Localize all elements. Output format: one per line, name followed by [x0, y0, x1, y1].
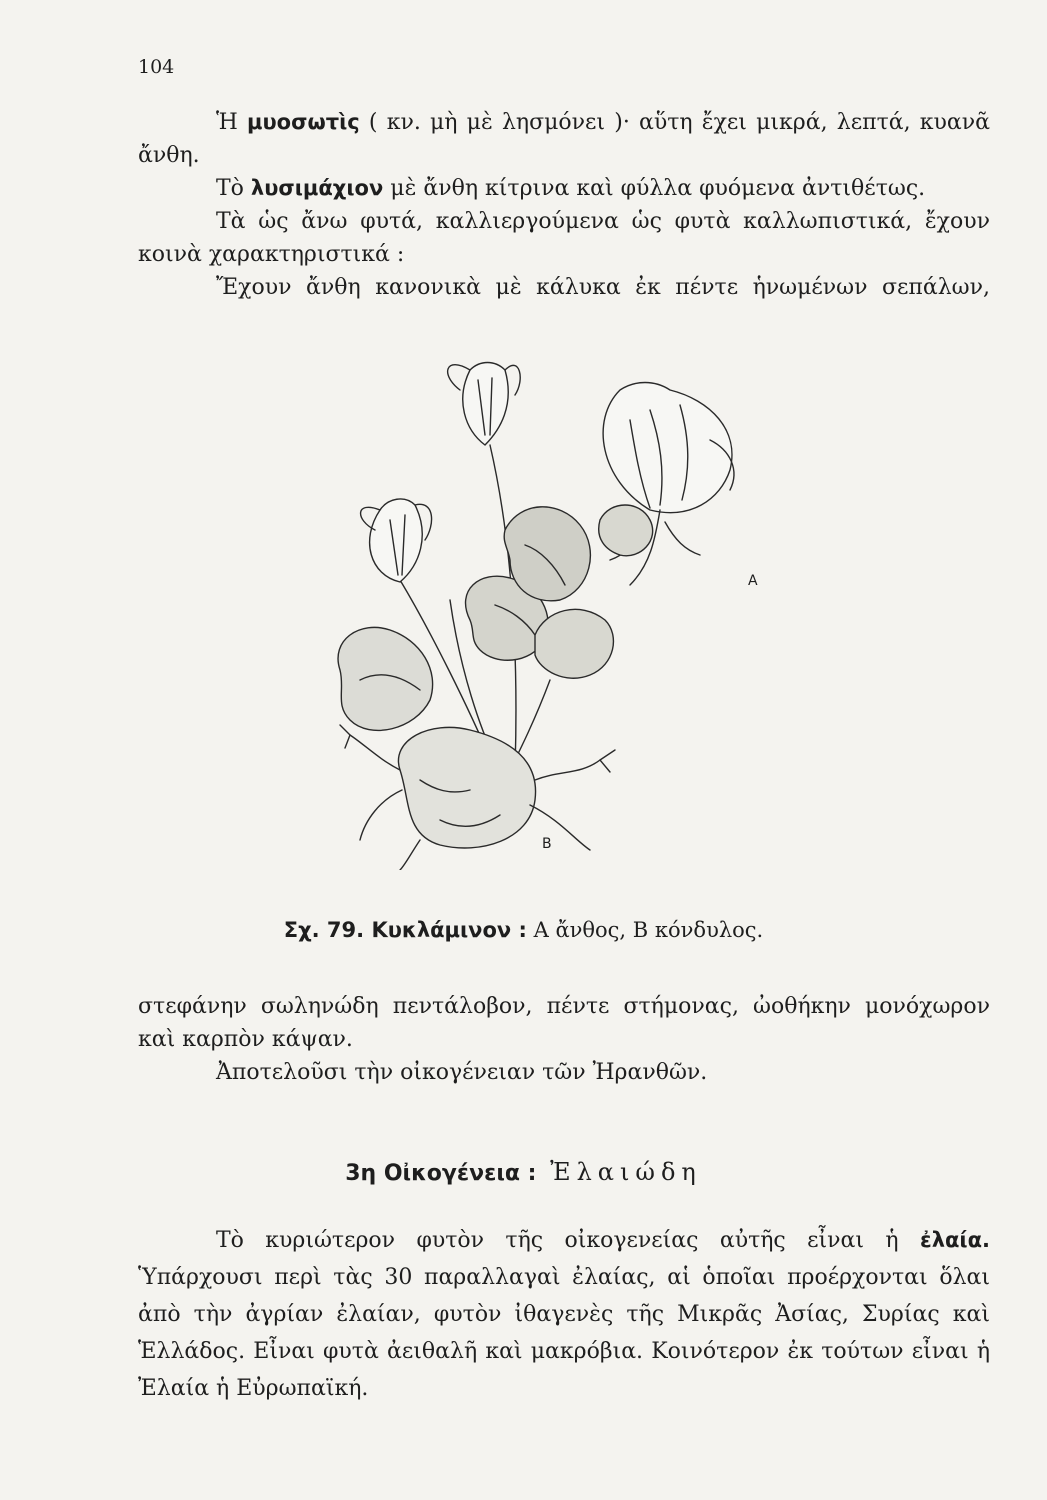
heading-name: Ἐλαιώδη: [536, 1158, 702, 1186]
page-number: 104: [138, 56, 175, 78]
paragraph-myosotis: [138, 106, 990, 172]
text-block-top: [138, 106, 990, 304]
myosotis-text: ( κν. μὴ μὲ λησμόνει )· αὕτη ἔχει μικρά, λεπτά, κυανᾶ ἄνθη.: [138, 110, 990, 168]
figure-label-a: A: [748, 573, 758, 589]
section-heading: [0, 1158, 1047, 1186]
caption-text: A ἄνθος, B κόνδυλος.: [526, 918, 764, 942]
paragraph-flowers: Ἔχουν ἄνθη κανονικὰ μὲ κάλυκα ἐκ πέντε ἡνωμένων σεπάλων,: [216, 275, 990, 300]
text-block-middle: [138, 990, 990, 1089]
paragraph-lysimachion: [138, 172, 990, 205]
olive-term: ἐλαία.: [920, 1228, 990, 1252]
lysimachion-text: μὲ ἄνθη κίτρινα καὶ φύλλα φυόμενα ἀντιθέτως.: [383, 176, 926, 201]
paragraph-olive: [138, 1222, 990, 1407]
paragraph-corolla: στεφάνην σωληνώδη πεντάλοβον, πέντε στήμονας, ὠοθήκην μονόχωρον καὶ καρπὸν κάψαν.: [138, 994, 990, 1052]
cyclamen-illustration: [320, 350, 760, 870]
myosotis-term: μυοσωτὶς: [247, 110, 360, 134]
lysimachion-intro: Τὸ: [216, 176, 251, 201]
figure-caption: [0, 918, 1047, 942]
lysimachion-term: λυσιμάχιον: [250, 176, 384, 200]
paragraph-common-traits: Τὰ ὡς ἄνω φυτά, καλλιεργούμενα ὡς φυτὰ καλλωπιστικά, ἔχουν κοινὰ χαρακτηριστικά :: [138, 209, 990, 267]
paragraph-family: Ἀποτελοῦσι τὴν οἰκογένειαν τῶν Ἠρανθῶν.: [216, 1060, 708, 1085]
olive-intro: Τὸ κυριώτερον φυτὸν τῆς οἰκογενείας αὐτῆς εἶναι ἡ: [216, 1228, 920, 1253]
myosotis-intro: Ἡ: [216, 110, 248, 135]
heading-family: 3η Οἰκογένεια :: [345, 1161, 537, 1186]
olive-text: Ὑπάρχουσι περὶ τὰς 30 παραλλαγαὶ ἐλαίας, αἱ ὁποῖαι προέρχονται ὅλαι ἀπὸ τὴν ἀγρίαν ἐλαίαν, φυτὸν ἰθαγενὲς τῆς Μικρᾶς Ἀσίας, Συρίας καὶ Ἑλλάδος. Εἶναι φυτὰ ἀειθαλῆ καὶ μακρόβια. Κοινότερον ἐκ τούτων εἶναι ἡ Ἐλαία ἡ Εὐρωπαϊκή.: [138, 1265, 990, 1401]
caption-label: Σχ. 79. Κυκλάμινον :: [283, 918, 527, 942]
text-block-bottom: [138, 1222, 990, 1407]
figure-label-b: B: [542, 836, 552, 852]
